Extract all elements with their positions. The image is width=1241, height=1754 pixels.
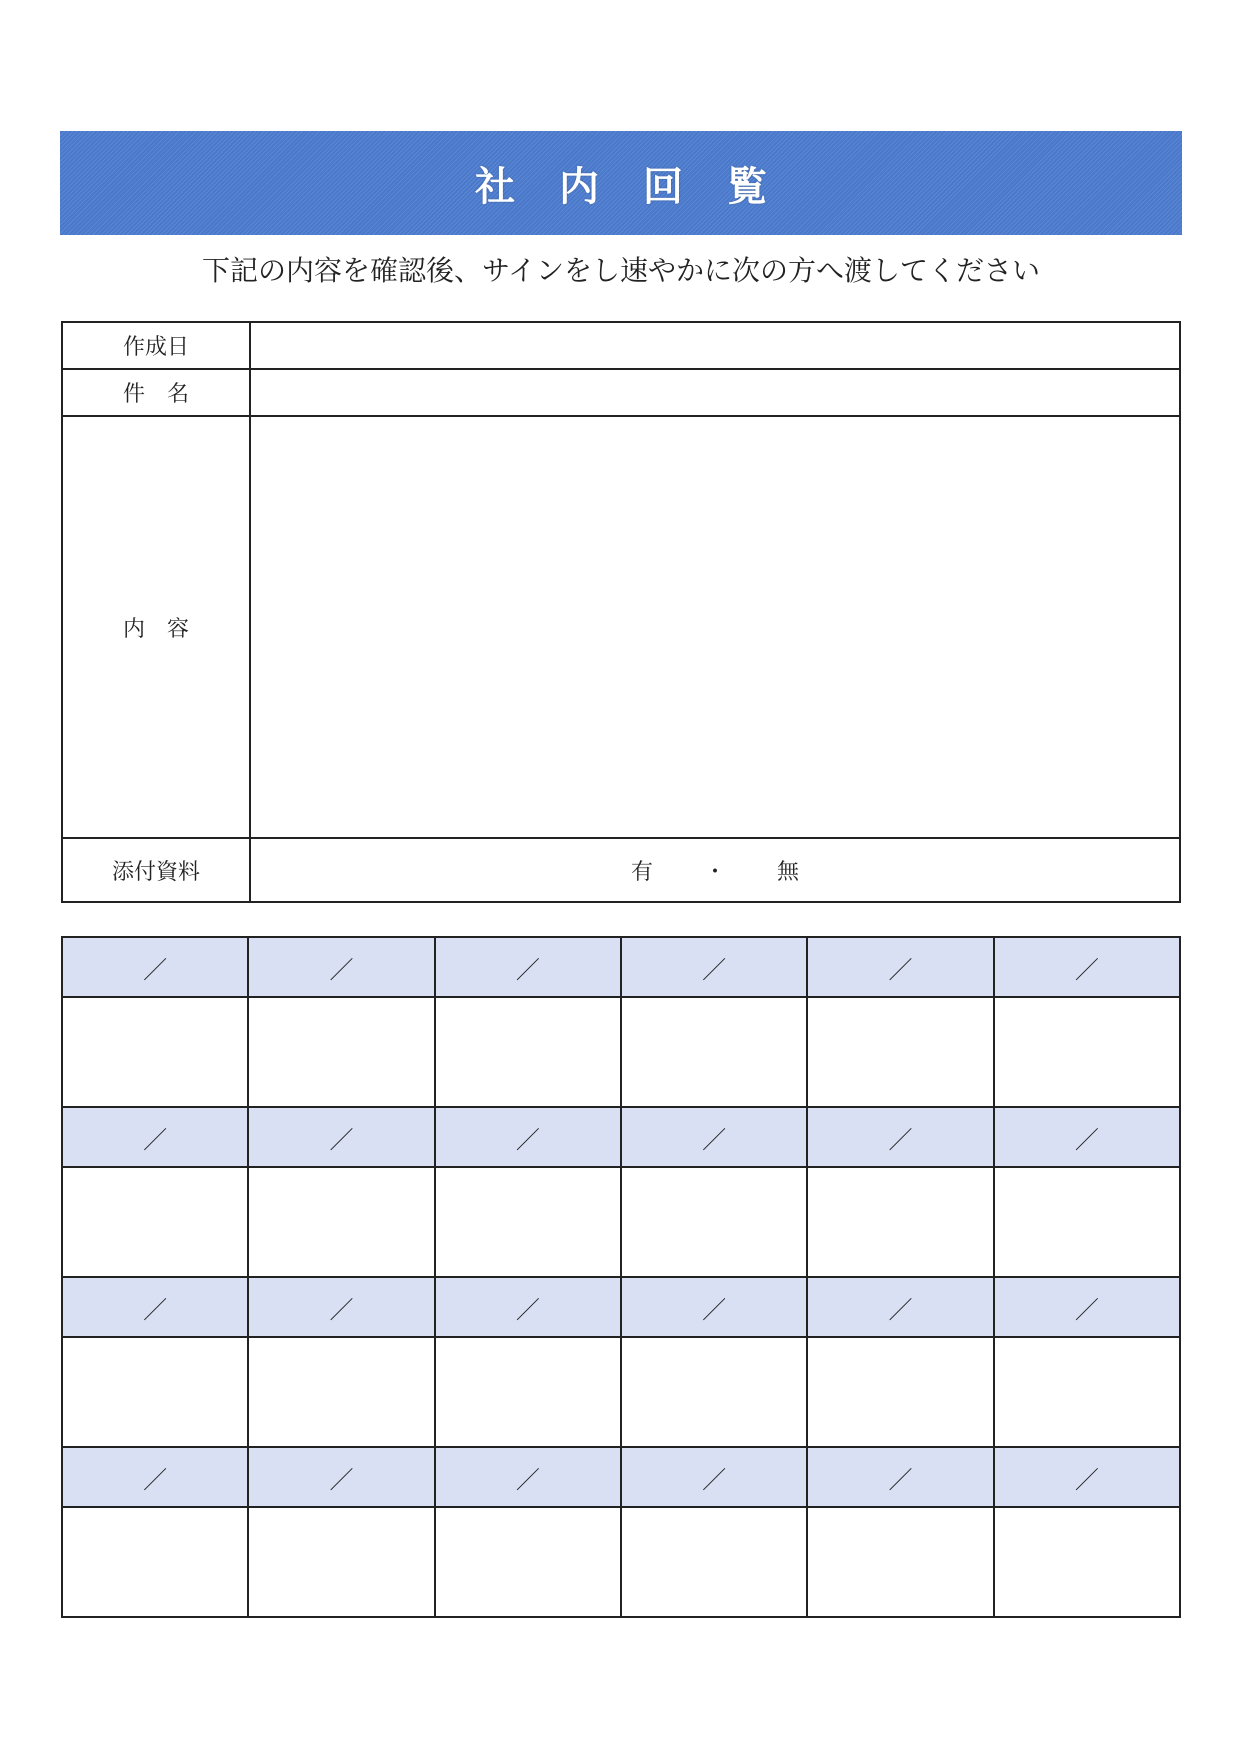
- signature-row: [62, 1507, 1180, 1617]
- signature-row: [62, 1167, 1180, 1277]
- signature-cell[interactable]: [807, 1507, 993, 1617]
- signature-cell[interactable]: [435, 1507, 621, 1617]
- subject-label: 件 名: [62, 369, 250, 416]
- instruction-text: 下記の内容を確認後、サインをし速やかに次の方へ渡してください: [201, 254, 1041, 287]
- content-row: [62, 416, 1180, 838]
- date-cell[interactable]: ／: [994, 1447, 1180, 1507]
- content-label: 内 容: [62, 416, 250, 838]
- date-cell[interactable]: ／: [994, 1277, 1180, 1337]
- title-banner: [60, 131, 1182, 235]
- signature-cell[interactable]: [807, 1337, 993, 1447]
- content-field[interactable]: [250, 416, 1180, 838]
- attachment-row: [62, 838, 1180, 902]
- attachment-no-option[interactable]: 無: [777, 859, 800, 885]
- signature-cell[interactable]: [435, 1167, 621, 1277]
- date-row: [62, 1447, 1180, 1507]
- created-date-field[interactable]: [250, 322, 1180, 369]
- subject-row: [62, 369, 1180, 416]
- date-cell[interactable]: ／: [62, 937, 248, 997]
- date-row: [62, 1107, 1180, 1167]
- date-cell[interactable]: ／: [435, 1277, 621, 1337]
- attachment-choice: [250, 838, 1180, 902]
- date-row: [62, 1277, 1180, 1337]
- attachment-label: 添付資料: [62, 838, 250, 902]
- date-cell[interactable]: ／: [248, 1277, 434, 1337]
- signature-cell[interactable]: [621, 1167, 807, 1277]
- attachment-separator: ・: [703, 859, 726, 885]
- signature-cell[interactable]: [994, 1507, 1180, 1617]
- signature-cell[interactable]: [62, 997, 248, 1107]
- date-cell[interactable]: ／: [62, 1447, 248, 1507]
- signature-cell[interactable]: [994, 1337, 1180, 1447]
- signature-cell[interactable]: [994, 997, 1180, 1107]
- date-cell[interactable]: ／: [621, 937, 807, 997]
- created-date-label: 作成日: [62, 322, 250, 369]
- signature-cell[interactable]: [435, 1337, 621, 1447]
- signature-cell[interactable]: [248, 1507, 434, 1617]
- date-cell[interactable]: ／: [621, 1107, 807, 1167]
- subject-field[interactable]: [250, 369, 1180, 416]
- signature-cell[interactable]: [62, 1167, 248, 1277]
- date-cell[interactable]: ／: [62, 1277, 248, 1337]
- date-cell[interactable]: ／: [621, 1447, 807, 1507]
- signature-table: [61, 936, 1181, 1618]
- date-cell[interactable]: ／: [248, 937, 434, 997]
- attachment-yes-option[interactable]: 有: [630, 859, 653, 885]
- signature-cell[interactable]: [248, 1167, 434, 1277]
- page-title: 社内回覧: [475, 163, 811, 210]
- date-cell[interactable]: ／: [621, 1277, 807, 1337]
- date-cell[interactable]: ／: [435, 937, 621, 997]
- date-cell[interactable]: ／: [435, 1107, 621, 1167]
- date-cell[interactable]: ／: [435, 1447, 621, 1507]
- date-cell[interactable]: ／: [807, 937, 993, 997]
- signature-row: [62, 1337, 1180, 1447]
- signature-cell[interactable]: [621, 1507, 807, 1617]
- date-row: [62, 937, 1180, 997]
- signature-cell[interactable]: [621, 1337, 807, 1447]
- signature-cell[interactable]: [62, 1337, 248, 1447]
- date-cell[interactable]: ／: [62, 1107, 248, 1167]
- signature-cell[interactable]: [62, 1507, 248, 1617]
- date-cell[interactable]: ／: [807, 1277, 993, 1337]
- signature-cell[interactable]: [435, 997, 621, 1107]
- date-cell[interactable]: ／: [807, 1107, 993, 1167]
- date-cell[interactable]: ／: [248, 1107, 434, 1167]
- date-cell[interactable]: ／: [994, 937, 1180, 997]
- date-cell[interactable]: ／: [807, 1447, 993, 1507]
- info-table: [61, 321, 1181, 903]
- date-cell[interactable]: ／: [994, 1107, 1180, 1167]
- date-cell[interactable]: ／: [248, 1447, 434, 1507]
- signature-cell[interactable]: [248, 997, 434, 1107]
- signature-cell[interactable]: [621, 997, 807, 1107]
- signature-cell[interactable]: [248, 1337, 434, 1447]
- signature-row: [62, 997, 1180, 1107]
- signature-cell[interactable]: [807, 997, 993, 1107]
- created-date-row: [62, 322, 1180, 369]
- signature-cell[interactable]: [994, 1167, 1180, 1277]
- signature-cell[interactable]: [807, 1167, 993, 1277]
